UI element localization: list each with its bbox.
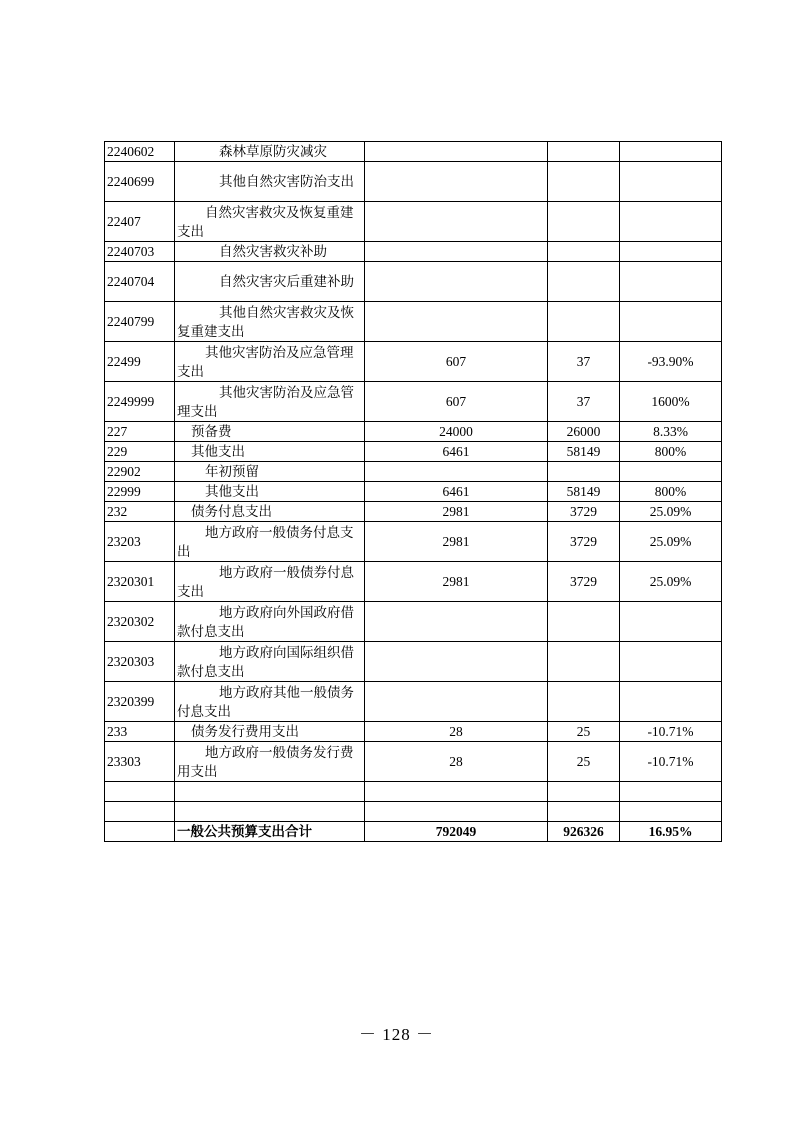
table-row [105, 262, 722, 302]
row-value-2 [548, 242, 620, 262]
row-change [620, 602, 722, 642]
row-change: 25.09% [620, 562, 722, 602]
row-code: 232 [105, 502, 175, 522]
table-row [105, 242, 722, 262]
row-name: 债务付息支出 [175, 502, 365, 522]
table-row [105, 502, 722, 522]
row-name: 地方政府其他一般债务付息支出 [175, 682, 365, 722]
row-code: 22407 [105, 202, 175, 242]
row-change: 25.09% [620, 502, 722, 522]
table-row [105, 462, 722, 482]
row-value-1 [365, 302, 548, 342]
row-value-2 [548, 462, 620, 482]
row-name: 年初预留 [175, 462, 365, 482]
row-value-1 [365, 202, 548, 242]
row-name: 自然灾害灾后重建补助 [175, 262, 365, 302]
total-code [105, 822, 175, 842]
row-code: 227 [105, 422, 175, 442]
row-name: 债务发行费用支出 [175, 722, 365, 742]
row-change: 25.09% [620, 522, 722, 562]
row-change [620, 242, 722, 262]
row-change [620, 142, 722, 162]
row-name: 地方政府一般债务发行费用支出 [175, 742, 365, 782]
row-value-2 [548, 682, 620, 722]
row-value-2: 58149 [548, 442, 620, 462]
row-value-1 [365, 682, 548, 722]
row-name: 其他自然灾害防治支出 [175, 162, 365, 202]
row-value-1: 28 [365, 722, 548, 742]
row-value-1: 607 [365, 342, 548, 382]
row-change [620, 782, 722, 802]
row-change: 800% [620, 482, 722, 502]
row-value-2 [548, 602, 620, 642]
page-number: － 128 － [359, 1025, 434, 1044]
row-code: 2240799 [105, 302, 175, 342]
row-name: 森林草原防灾减灾 [175, 142, 365, 162]
row-name [175, 782, 365, 802]
row-value-1 [365, 642, 548, 682]
row-value-1: 2981 [365, 522, 548, 562]
total-value-1: 792049 [365, 822, 548, 842]
row-change [620, 262, 722, 302]
row-name: 预备费 [175, 422, 365, 442]
row-code: 2240602 [105, 142, 175, 162]
row-value-1 [365, 142, 548, 162]
row-value-2: 3729 [548, 562, 620, 602]
row-name [175, 802, 365, 822]
row-value-1: 607 [365, 382, 548, 422]
table-row [105, 722, 722, 742]
row-value-1 [365, 802, 548, 822]
row-value-1 [365, 242, 548, 262]
row-change [620, 802, 722, 822]
row-code: 2320303 [105, 642, 175, 682]
row-change: -10.71% [620, 722, 722, 742]
row-value-1 [365, 262, 548, 302]
row-value-2 [548, 262, 620, 302]
row-value-1: 28 [365, 742, 548, 782]
row-change: 1600% [620, 382, 722, 422]
table-row [105, 742, 722, 782]
row-name: 其他灾害防治及应急管理支出 [175, 342, 365, 382]
row-change [620, 682, 722, 722]
row-name: 地方政府一般债务付息支出 [175, 522, 365, 562]
row-value-1: 6461 [365, 482, 548, 502]
row-change [620, 202, 722, 242]
row-value-2 [548, 782, 620, 802]
row-code: 233 [105, 722, 175, 742]
table-row [105, 682, 722, 722]
row-code: 229 [105, 442, 175, 462]
row-code: 23203 [105, 522, 175, 562]
table-row [105, 442, 722, 462]
table-row [105, 562, 722, 602]
row-change: -93.90% [620, 342, 722, 382]
row-code: 23303 [105, 742, 175, 782]
row-value-1: 2981 [365, 502, 548, 522]
row-value-2: 58149 [548, 482, 620, 502]
budget-expenditure-table [104, 141, 722, 842]
row-change: 8.33% [620, 422, 722, 442]
row-change [620, 302, 722, 342]
row-code: 2240699 [105, 162, 175, 202]
table-row [105, 602, 722, 642]
row-value-2 [548, 802, 620, 822]
table-row [105, 342, 722, 382]
row-value-2: 37 [548, 382, 620, 422]
table-row [105, 802, 722, 822]
row-name: 其他自然灾害救灾及恢复重建支出 [175, 302, 365, 342]
row-value-1 [365, 162, 548, 202]
row-code: 22499 [105, 342, 175, 382]
row-code: 2320399 [105, 682, 175, 722]
row-code: 2249999 [105, 382, 175, 422]
table-row [105, 642, 722, 682]
row-name: 其他灾害防治及应急管理支出 [175, 382, 365, 422]
row-code: 2240703 [105, 242, 175, 262]
table-row [105, 142, 722, 162]
row-name: 自然灾害救灾及恢复重建支出 [175, 202, 365, 242]
total-label: 一般公共预算支出合计 [175, 822, 365, 842]
row-change: -10.71% [620, 742, 722, 782]
row-value-1 [365, 782, 548, 802]
row-value-2: 3729 [548, 502, 620, 522]
row-name: 自然灾害救灾补助 [175, 242, 365, 262]
table-row [105, 202, 722, 242]
row-value-2: 3729 [548, 522, 620, 562]
row-change: 800% [620, 442, 722, 462]
row-name: 地方政府向外国政府借款付息支出 [175, 602, 365, 642]
row-name: 其他支出 [175, 442, 365, 462]
table-row [105, 422, 722, 442]
row-code: 22902 [105, 462, 175, 482]
total-value-2: 926326 [548, 822, 620, 842]
row-value-2: 26000 [548, 422, 620, 442]
table-row [105, 482, 722, 502]
row-value-2: 25 [548, 722, 620, 742]
row-value-1: 24000 [365, 422, 548, 442]
row-code [105, 782, 175, 802]
row-code: 2320301 [105, 562, 175, 602]
row-name: 地方政府一般债券付息支出 [175, 562, 365, 602]
total-row [105, 822, 722, 842]
row-code: 2320302 [105, 602, 175, 642]
row-change [620, 642, 722, 682]
row-code: 22999 [105, 482, 175, 502]
row-value-1 [365, 602, 548, 642]
row-value-2 [548, 142, 620, 162]
row-code [105, 802, 175, 822]
table-row [105, 302, 722, 342]
table-row [105, 382, 722, 422]
total-change: 16.95% [620, 822, 722, 842]
row-value-1: 6461 [365, 442, 548, 462]
table-row [105, 522, 722, 562]
row-code: 2240704 [105, 262, 175, 302]
row-value-2 [548, 202, 620, 242]
row-value-1: 2981 [365, 562, 548, 602]
row-value-2 [548, 162, 620, 202]
table-row [105, 782, 722, 802]
row-change [620, 162, 722, 202]
row-value-2 [548, 302, 620, 342]
row-value-1 [365, 462, 548, 482]
table-row [105, 162, 722, 202]
row-value-2 [548, 642, 620, 682]
row-value-2: 25 [548, 742, 620, 782]
row-value-2: 37 [548, 342, 620, 382]
row-change [620, 462, 722, 482]
row-name: 其他支出 [175, 482, 365, 502]
row-name: 地方政府向国际组织借款付息支出 [175, 642, 365, 682]
